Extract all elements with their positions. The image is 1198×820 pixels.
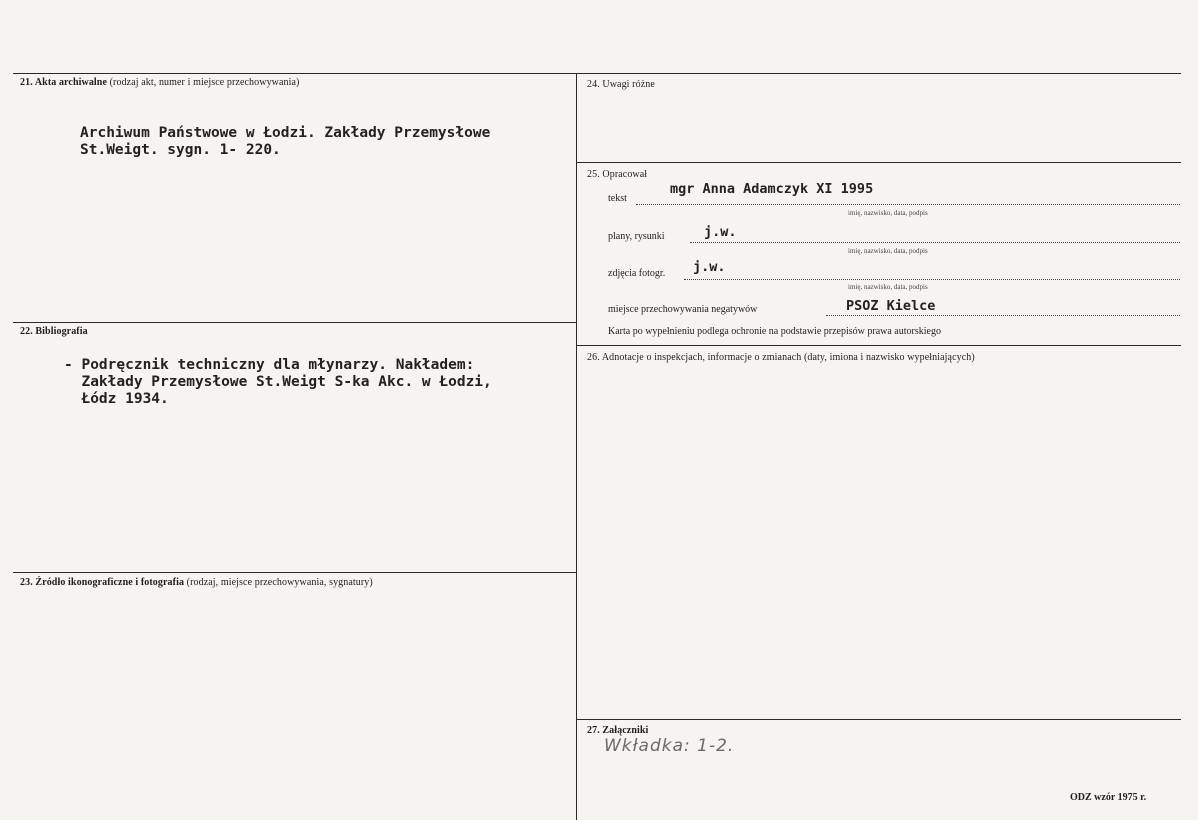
negatywy-line [826,315,1180,316]
section-27-heading: 27. Załączniki [587,725,649,736]
divider-22-23 [13,572,576,573]
section-23-title: 23. Źródło ikonograficzne i fotografia [20,577,185,588]
copyright-note: Karta po wypełnieniu podlega ochronie na podstawie przepisów prawa autorskiego [608,326,941,337]
center-divider-line [576,73,577,820]
plany-caption: imię, nazwisko, data, podpis [848,247,928,255]
plany-value: j.w. [704,224,737,240]
negatywy-value: PSOZ Kielce [846,298,936,314]
zdjecia-label: zdjęcia fotogr. [608,268,666,279]
divider-24-25 [577,162,1181,163]
plany-line [690,242,1180,243]
section-26-heading [587,352,975,363]
section-21-heading [20,77,299,88]
section-26-title: 26. Adnotacje o inspekcjach, informacje o zmianach [587,352,802,363]
section-21-note: (rodzaj akt, numer i miejsce przechowywania) [109,77,300,88]
section-22-heading: 22. Bibliografia [20,326,88,337]
section-26-note: (daty, imiona i nazwisko wypełniających) [803,352,975,363]
zdjecia-value: j.w. [693,259,726,275]
divider-21-22 [13,322,576,323]
section-24-heading: 24. Uwagi różne [587,79,655,90]
zdjecia-caption: imię, nazwisko, data, podpis [848,283,928,291]
tekst-caption: imię, nazwisko, data, podpis [848,209,928,217]
divider-25-26 [577,345,1181,346]
section-21-title: 21. Akta archiwalne [20,77,107,88]
negatywy-label: miejsce przechowywania negatywów [608,304,758,315]
plany-label: plany, rysunki [608,231,665,242]
section-23-heading [20,577,373,588]
top-border-line [13,73,1181,74]
tekst-label: tekst [608,193,627,204]
divider-26-27 [577,719,1181,720]
section-25-heading: 25. Opracował [587,169,648,180]
attachments-handwritten: Wkładka: 1-2. [604,736,735,756]
zdjecia-line [684,279,1180,280]
section-22-text: - Podręcznik techniczny dla młynarzy. Nakładem: Zakłady Przemysłowe St.Weigt S-ka Akc. w Łodzi, Łódz 1934. [64,357,492,407]
tekst-value: mgr Anna Adamczyk XI 1995 [670,181,874,197]
section-23-note: (rodzaj, miejsce przechowywania, sygnatury) [186,577,373,588]
tekst-line [636,204,1180,205]
section-21-text: Archiwum Państwowe w Łodzi. Zakłady Przemysłowe St.Weigt. sygn. 1- 220. [80,125,491,158]
form-id: ODZ wzór 1975 r. [1070,792,1147,803]
